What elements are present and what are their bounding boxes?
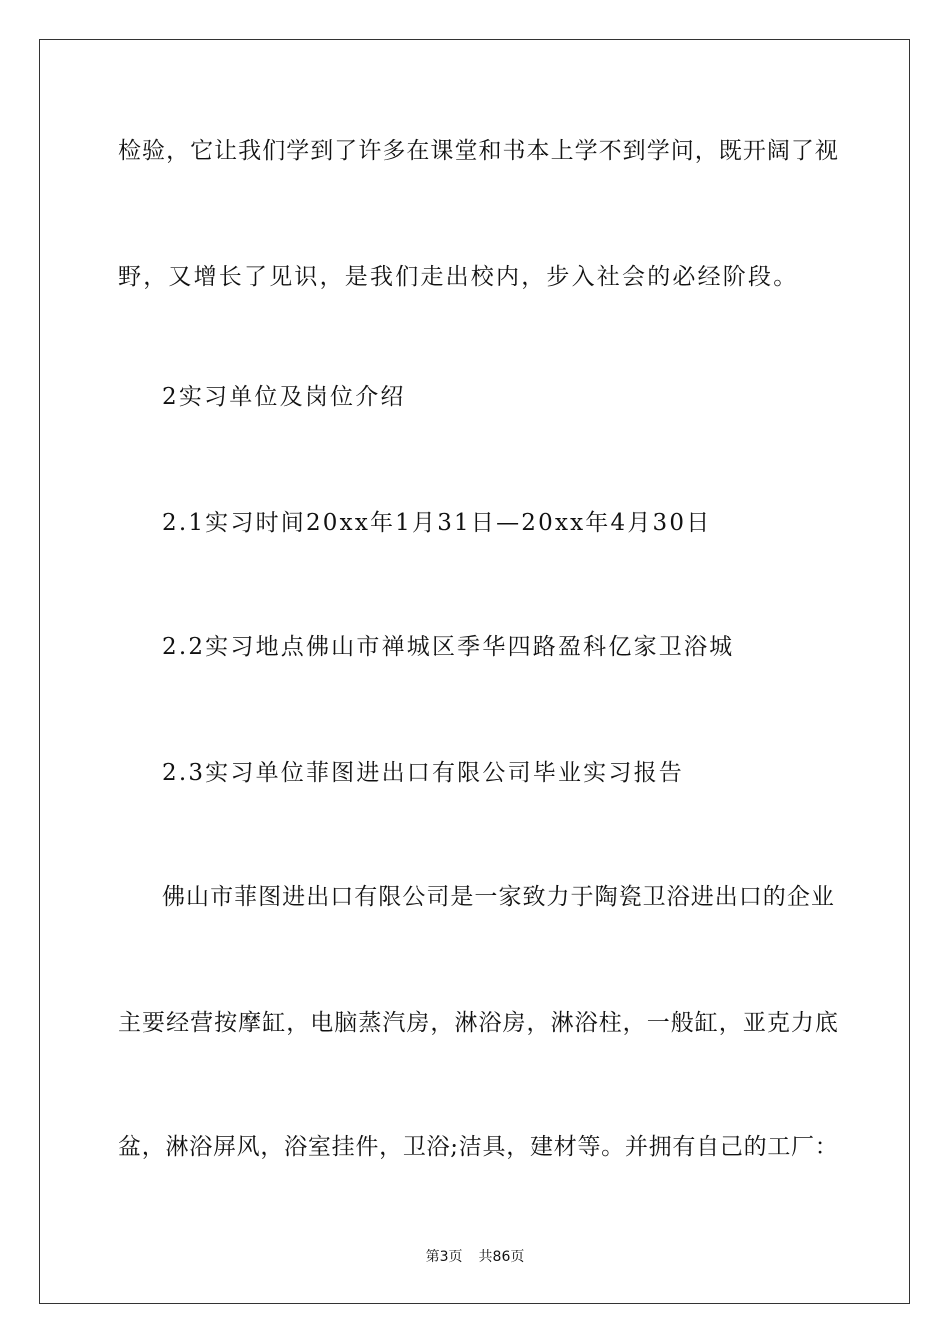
paragraph-company-intro-line-2: 主 要 经 营 按 摩 缸 ， 电 脑 蒸 汽 房 ， 淋 浴 房 ， 淋 浴 柱 ， 一 般 缸 ， 亚 克 力 底 [118,1010,838,1036]
section-heading-2-1: 2.1实习时间20xx年1月31日—20xx年4月30日 [162,510,712,536]
section-heading-2-2: 2.2实习地点佛山市禅城区季华四路盈科亿家卫浴城 [162,634,735,660]
section-heading-2-3: 2.3实习单位菲图进出口有限公司毕业实习报告 [162,760,684,786]
paragraph-line-2: 野，又增长了见识，是我们走出校内，步入社会的必经阶段。 [118,264,799,290]
section-heading-2: 2实习单位及岗位介绍 [162,384,406,410]
paragraph-company-intro-line-3: 盆 ， 淋 浴 屏 风 ， 浴 室 挂 件 ， 卫 浴 ; 洁 具 ， 建 材 等 。 并 拥 有 自 己 的 工 厂 ： [118,1134,838,1160]
paragraph-line-1: 检 验 ， 它 让 我 们 学 到 了 许 多 在 课 堂 和 书 本 上 学 不 到 学 问 ， 既 开 阔 了 视 [118,138,838,164]
page-footer [0,1248,950,1266]
total-pages: 共86页 [478,1249,525,1265]
page-border [39,39,910,1304]
page-number: 第3页 [425,1249,463,1265]
paragraph-company-intro-line-1: 佛 山 市 菲 图 进 出 口 有 限 公 司 是 一 家 致 力 于 陶 瓷 卫 浴 进 出 口 的 企 业 [162,884,834,910]
